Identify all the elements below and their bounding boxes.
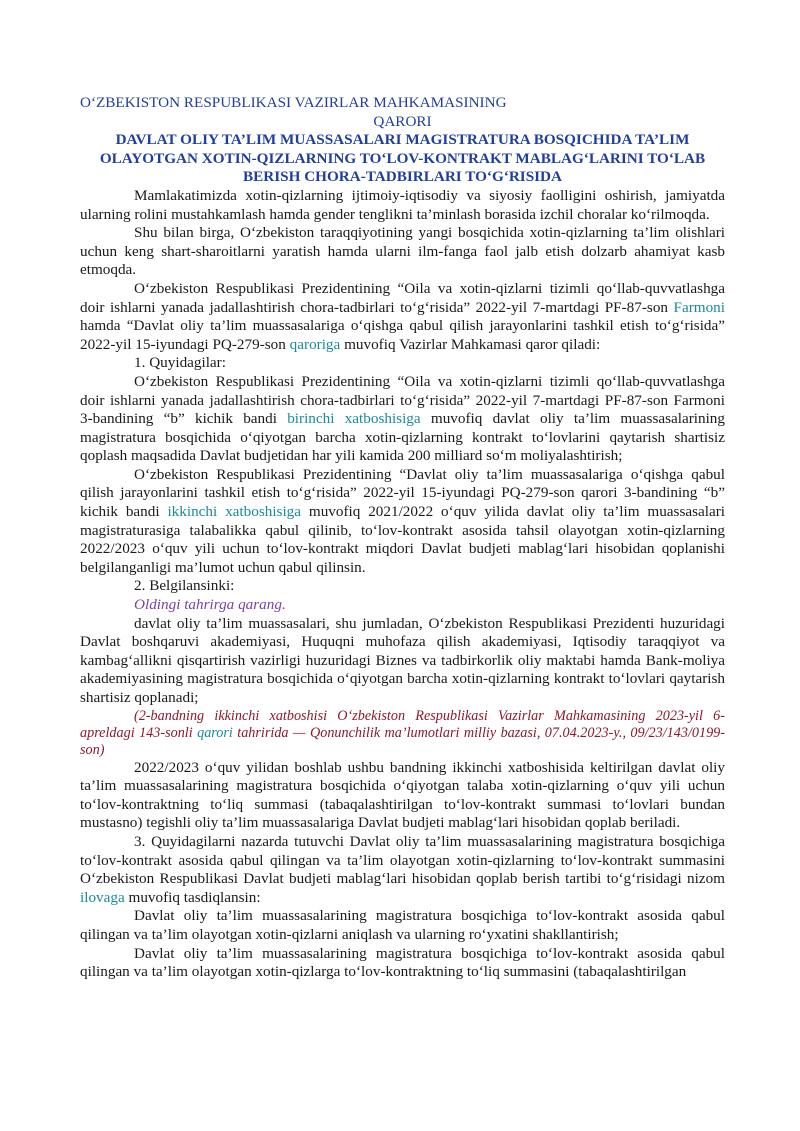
paragraph-4: O‘zbekiston Respublikasi Prezidentining “Oila va xotin-qizlarni tizimli qo‘llab-quvvatlashga doir ishlarni yanada jadallashtirish chora-tadbirlari to‘g‘risida” 2022-yil 7-martdagi PF-87-son Farmoni 3-bandining “b” kichik bandi birinchi xatboshisiga muvofiq davlat oliy ta’lim muassasalarining magistratura bosqichida o‘qiyotgan barcha xotin-qizlarning kontrakt to‘lovlarini qaytarish shartisiz qoplash maqsadida Davlat budjetidan har yili kamida 200 milliard so‘m moliyalashtirish; — [80, 372, 725, 465]
ikkinchi-xatboshisiga-link[interactable]: ikkinchi xatboshisiga — [167, 503, 302, 521]
doc-type-line: QARORI — [373, 112, 432, 130]
ilovaga-link[interactable]: ilovaga — [80, 888, 125, 906]
paragraph-3: O‘zbekiston Respublikasi Prezidentining “Oila va xotin-qizlarni tizimli qo‘llab-quvvatlashga doir ishlarni yanada jadallashtirish chora-tadbirlari to‘g‘risida” 2022-yil 7-martdagi PF-87-son Farmoni hamda “Davlat oliy ta’lim muassasalariga o‘qishga qabul qilish jarayonlarini tashkil etish to‘g‘risida” 2022-yil 15-iyundagi PQ-279-son qaroriga muvofiq Vazirlar Mahkamasi qaror qiladi: — [80, 279, 725, 353]
paragraph-2: Shu bilan birga, O‘zbekiston taraqqiyotining yangi bosqichida xotin-qizlarning ta’lim olishlari uchun keng shart-sharoitlarni yaratish hamda ularni ilm-fanga faol jalb etish dolzarb ahamiyat kasb etmoqda. — [80, 224, 725, 279]
item-1-heading: 1. Quyidagilar: — [134, 354, 226, 372]
paragraph-7: 2022/2023 o‘quv yilidan boshlab ushbu bandning ikkinchi xatboshisida keltirilgan davlat oliy ta’lim muassasalarining magistratura bosqichida o‘qiyotgan talaba xotin-qizlarning o‘quv yili uchun to‘lov-kontraktning to‘liq summasi (tabaqalashtirilgan to‘lov-kontrakt summasi to‘lovlari bundan mustasno) tegishli oliy ta’lim muassasalariga Davlat budjeti mablag‘lari hisobidan qoplab beriladi. — [80, 758, 725, 832]
farmoni-link[interactable]: Farmoni — [673, 298, 725, 316]
previous-edition-link[interactable]: Oldingi tahrirga qarang. — [134, 596, 286, 614]
qarori-link[interactable]: qarori — [197, 724, 233, 741]
paragraph-9: Davlat oliy ta’lim muassasalarining magistratura bosqichiga to‘lov-kontrakt asosida qabul qilingan va ta’lim olayotgan xotin-qizlarni aniqlash va ularning ro‘yxatini shakllantirish; — [80, 907, 725, 943]
paragraph-8: 3. Quyidagilarni nazarda tutuvchi Davlat oliy ta’lim muassasalarining magistratura bosqichiga to‘lov-kontrakt asosida qabul qilingan va ta’lim olayotgan xotin-qizlarning to‘lov-kontrakt summasini O‘zbekiston Respublikasi Davlat budjeti mablag‘lari hisobidan qoplab berish tartibi to‘g‘risidagi nizom ilovaga muvofiq tasdiqlansin: — [80, 832, 725, 906]
paragraph-5: O‘zbekiston Respublikasi Prezidentining “Davlat oliy ta’lim muassasalariga o‘qishga qabul qilish jarayonlarini tashkil etish to‘g‘risida” 2022-yil 15-iyundagi PQ-279-son qarori 3-bandining “b” kichik bandi ikkinchi xatboshisiga muvofiq 2021/2022 o‘quv yilida davlat oliy ta’lim muassasalari magistraturasiga talabalikka qabul qilinib, to‘lov-kontrakt asosida tahsil olayotgan xotin-qizlarning 2022/2023 o‘quv yili uchun to‘lov-kontrakt miqdori Davlat budjeti mablag‘lari hisobidan qoplanishi belgilanganligi ma’lumot uchun qabul qilinsin. — [80, 465, 725, 576]
document-title: DAVLAT OLIY TA’LIM MUASSASALARI MAGISTRATURA BOSQICHIDA TA’LIM OLAYOTGAN XOTIN-QIZLARNING TO‘LOV-KONTRAKT MABLAG‘LARINI TO‘LAB BERISH CHORA-TADBIRLARI TO‘G‘RISIDA — [99, 131, 706, 186]
paragraph-1: Mamlakatimizda xotin-qizlarning ijtimoiy-iqtisodiy va siyosiy faolligini oshirish, jamiyatda ularning rolini mustahkamlash hamda gender tenglikni ta’minlash borasida izchil choralar ko‘rilmoqda. — [80, 186, 725, 223]
qaroriga-link[interactable]: qaroriga — [289, 335, 341, 353]
birinchi-xatboshisiga-link[interactable]: birinchi xatboshisiga — [287, 410, 421, 428]
item-2-heading: 2. Belgilansinki: — [134, 577, 235, 595]
paragraph-10: Davlat oliy ta’lim muassasalarining magistratura bosqichiga to‘lov-kontrakt asosida qabul qilingan va ta’lim olayotgan xotin-qizlarga to‘lov-kontraktning to‘liq summasini (tabaqalashtirilgan — [80, 944, 725, 981]
issuer-line: O‘ZBEKISTON RESPUBLIKASI VAZIRLAR MAHKAMASINING — [80, 94, 507, 111]
amendment-note: (2-bandning ikkinchi xatboshisi O‘zbekiston Respublikasi Vazirlar Mahkamasining 2023-yil 6-apreldagi 143-sonli qarori tahririda — Qonunchilik ma’lumotlari milliy bazasi, 07.04.2023-y., 09/23/143/0199-son) — [80, 707, 725, 758]
paragraph-6: davlat oliy ta’lim muassasalari, shu jumladan, O‘zbekiston Respublikasi Prezidenti huzuridagi Davlat boshqaruvi akademiyasi, Huquqni muhofaza qilish akademiyasi, Iqtisodiy taraqqiyot va kambag‘allikni qisqartirish vazirligi huzuridagi Biznes va tadbirkorlik oliy maktabi hamda Bank-moliya akademiyasining magistratura bosqichida o‘qiyotgan barcha xotin-qizlarning kontrakt to‘lovlari qaytarish shartisiz qoplanadi; — [80, 614, 725, 706]
